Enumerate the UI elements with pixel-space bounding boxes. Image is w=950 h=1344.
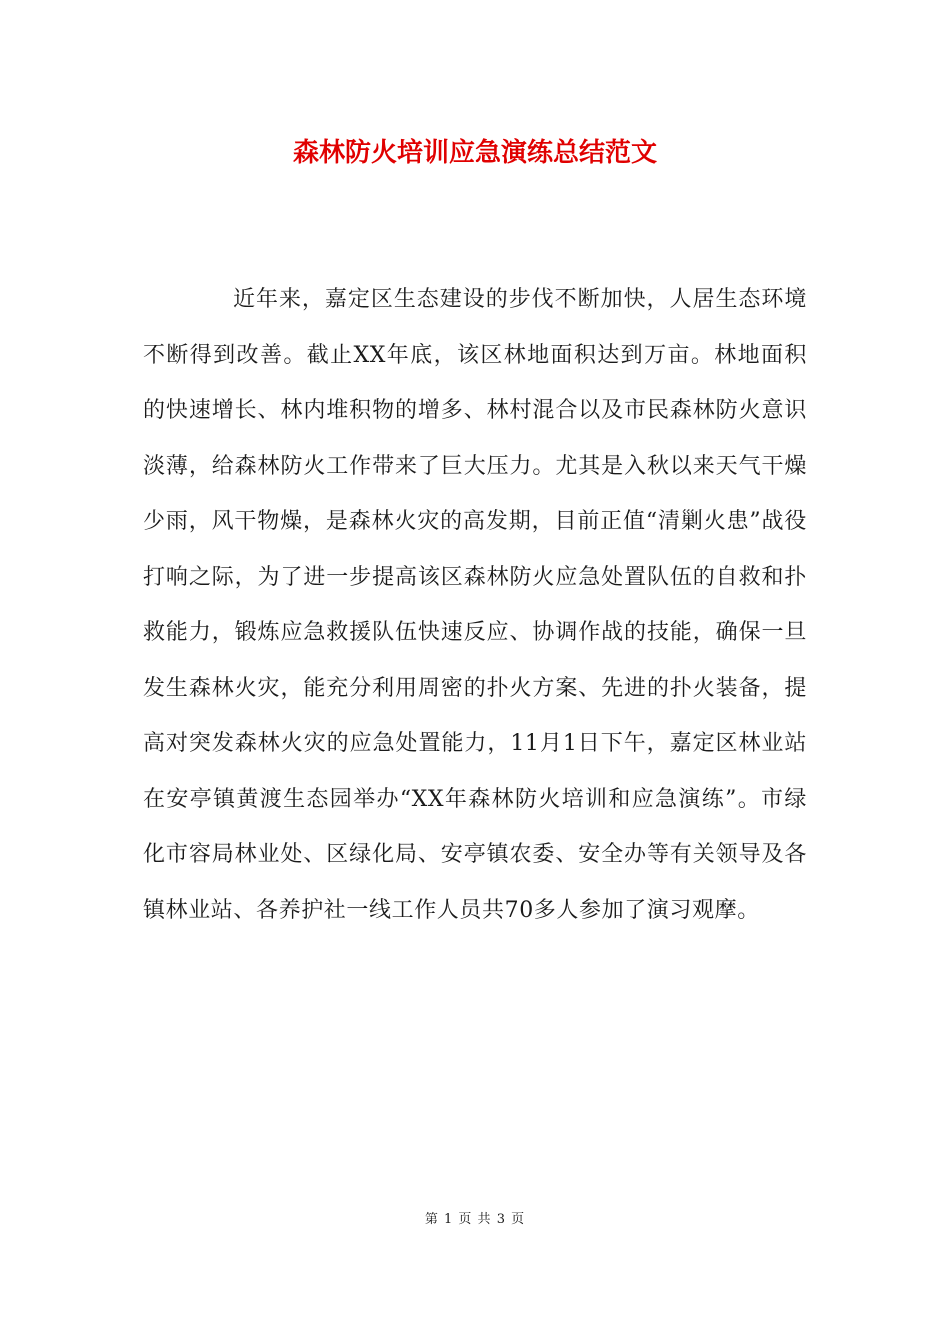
document-title: 森林防火培训应急演练总结范文 (292, 138, 657, 168)
body-paragraph: 近年来，嘉定区生态建设的步伐不断加快，人居生态环境不断得到改善。截止XX年底，该区林地面积达到万亩。林地面积的快速增长、林内堆积物的增多、林村混合以及市民森林防火意识淡薄，给森林防火工作带来了巨大压力。尤其是入秋以来天气干燥少雨，风干物燥，是森林火灾的高发期，目前正值“清剿火患”战役打响之际，为了进一步提高该区森林防火应急处置队伍的自救和扑救能力，锻炼应急救援队伍快速反应、协调作战的技能，确保一旦发生森林火灾，能充分利用周密的扑火方案、先进的扑火装备，提高对突发森林火灾的应急处置能力，11月1日下午，嘉定区林业站在安亭镇黄渡生态园举办“XX年森林防火培训和应急演练”。市绿化市容局林业处、区绿化局、安亭镇农委、安全办等有关领导及各镇林业站、各养护社一线工作人员共70多人参加了演习观摩。 (143, 287, 807, 923)
page-number-footer: 第 1 页 共 3 页 (424, 1212, 526, 1227)
